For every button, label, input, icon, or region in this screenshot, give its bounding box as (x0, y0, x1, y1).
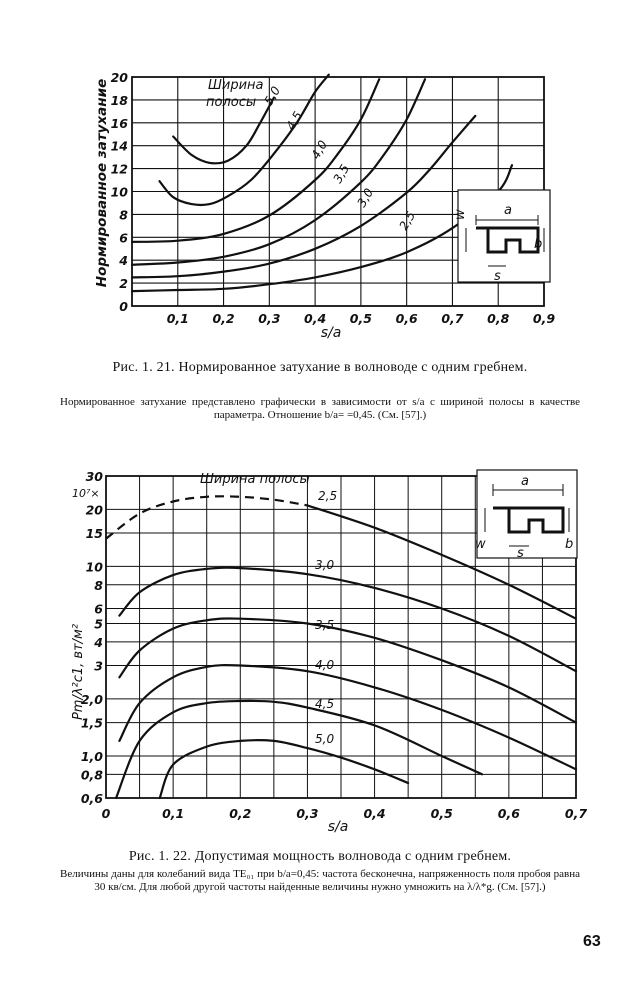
chart1-ytick-label: 12 (110, 161, 128, 177)
figure-1-22-title: Рис. 1. 22. Допустимая мощность волновода с одним гребнем. (128, 849, 512, 864)
chart1-legend-title-1: Ширина (208, 78, 264, 93)
chart1-ytick-label: 16 (110, 115, 128, 131)
chart1-series (132, 75, 512, 291)
chart1-ytick-label: 2 (119, 276, 128, 292)
chart2-ytick-label: 6 (94, 601, 103, 617)
chart1-series-label: 4,5 (283, 108, 306, 133)
chart2-series-label: 5,0 (315, 732, 335, 746)
chart1-series-labels (261, 84, 418, 233)
chart2-ytick-label: 15 (85, 526, 103, 542)
chart1-curve-2-5 (132, 165, 512, 291)
chart1-xtick-label: 0,1 (166, 311, 189, 326)
ridge-waveguide-inset-2 (475, 470, 577, 561)
chart2-curve-4-5 (116, 701, 482, 798)
chart2-xtick-label: 0,6 (497, 806, 520, 821)
chart1-xtick-label: 0,6 (395, 311, 418, 326)
chart1-series-label: 3,0 (354, 185, 377, 210)
power-chart (0, 450, 644, 840)
chart1-ylabel: Нормированное затухание (94, 78, 110, 288)
chart1-xtick-label: 0,8 (487, 311, 510, 326)
chart2-ytick-label: 1,5 (80, 715, 103, 731)
figure-1-22-caption: Величины даны для колебаний вида TE₀₁ при b/a=0,45: частота бесконечна, напряженность поля пробоя равна 30 кв/см. Для любой другой частоты найденные величины нужно умножить на λ/λ*g. (См. [57].) (60, 868, 580, 893)
chart1-ytick-label: 6 (119, 230, 128, 246)
chart1-xlabel: s/a (320, 325, 342, 341)
chart2-curve-5-0 (160, 740, 408, 798)
chart2-ytick-label: 10 (85, 559, 103, 575)
inset2-label-a: a (521, 474, 529, 489)
chart2-ytick-label: 1,0 (80, 748, 103, 764)
chart2-ylabel: Pm/λ²c1, вт/м² (71, 623, 86, 721)
chart2-xtick-label: 0,4 (363, 806, 386, 821)
inset2-label-s: s (517, 546, 524, 561)
chart2-ytick-label: 0,8 (80, 767, 103, 783)
chart1-xtick-label: 0,2 (212, 311, 235, 326)
chart2-xtick-label: 0,1 (162, 806, 185, 821)
chart2-ytick-label: 3 (94, 658, 103, 674)
chart2-series-label: 4,0 (315, 658, 335, 672)
chart1-curve-3-0 (132, 116, 475, 278)
chart2-series-label: 4,5 (315, 697, 335, 711)
inset1-label-b: b (534, 237, 543, 252)
chart2-y-multiplier: 10⁷× (72, 487, 100, 500)
chart1-xtick-label: 0,3 (258, 311, 281, 326)
chart2-ytick-label: 30 (85, 469, 103, 484)
chart1-series-label: 3,5 (330, 161, 353, 186)
chart1-ytick-label: 8 (119, 207, 128, 223)
chart2-xtick-label: 0,3 (296, 806, 319, 821)
chart1-xtick-label: 0,5 (349, 311, 372, 326)
chart1-series-label: 4,0 (308, 137, 331, 162)
chart1-legend-title-2: полосы (206, 95, 257, 110)
chart2-legend-title: Ширина полосы (200, 472, 310, 487)
attenuation-chart (0, 0, 644, 350)
chart2-ytick-label: 4 (94, 634, 103, 650)
chart1-series-label: 5,0 (261, 83, 284, 108)
chart1-xtick-label: 0,4 (304, 311, 327, 326)
chart2-ytick-label: 20 (85, 502, 103, 518)
chart2-series-label: 3,0 (315, 558, 335, 572)
figure-1-21-title: Рис. 1. 21. Нормированное затухание в волноводе с одним гребнем. (112, 360, 528, 375)
chart2-xtick-label: 0 (101, 806, 111, 821)
chart2-ytick-label: 0,6 (80, 791, 103, 806)
chart2-ytick-label: 2,0 (80, 691, 103, 707)
chart2-ytick-label: 5 (94, 616, 103, 632)
chart1-ytick-label: 0 (119, 299, 128, 314)
chart2-xtick-label: 0,5 (430, 806, 453, 821)
chart2-series-label: 2,5 (318, 489, 338, 503)
inset2-label-w: w (475, 537, 486, 552)
chart1-xtick-label: 0,7 (441, 311, 464, 326)
chart2-ytick-label: 8 (94, 577, 103, 593)
ridge-waveguide-inset-1 (453, 190, 550, 284)
chart2-xlabel: s/a (327, 819, 349, 835)
chart1-xtick-label: 0,9 (532, 311, 556, 326)
inset1-label-a: a (504, 203, 512, 218)
chart1-series-label: 2,5 (396, 208, 419, 233)
chart2-xtick-label: 0,2 (229, 806, 252, 821)
page-number: 63 (583, 933, 601, 950)
inset1-label-s: s (494, 269, 501, 284)
chart2-xtick-label: 0,7 (564, 806, 588, 821)
inset1-label-w: w (453, 209, 468, 220)
inset2-label-b: b (565, 537, 574, 552)
chart2-series-label: 3,5 (315, 618, 335, 632)
chart1-ytick-label: 4 (119, 253, 128, 269)
chart1-ytick-label: 14 (110, 138, 128, 154)
figure-1-21-caption: Нормированное затухание представлено графически в зависимости от s/a с шириной полосы в качестве параметра. Отношение b/a= =0,45. (См. [57].) (60, 396, 580, 421)
chart1-ytick-label: 18 (110, 92, 128, 108)
chart2-series-labels (315, 489, 337, 746)
chart1-ytick-label: 20 (110, 70, 128, 85)
chart1-ytick-label: 10 (110, 184, 128, 200)
